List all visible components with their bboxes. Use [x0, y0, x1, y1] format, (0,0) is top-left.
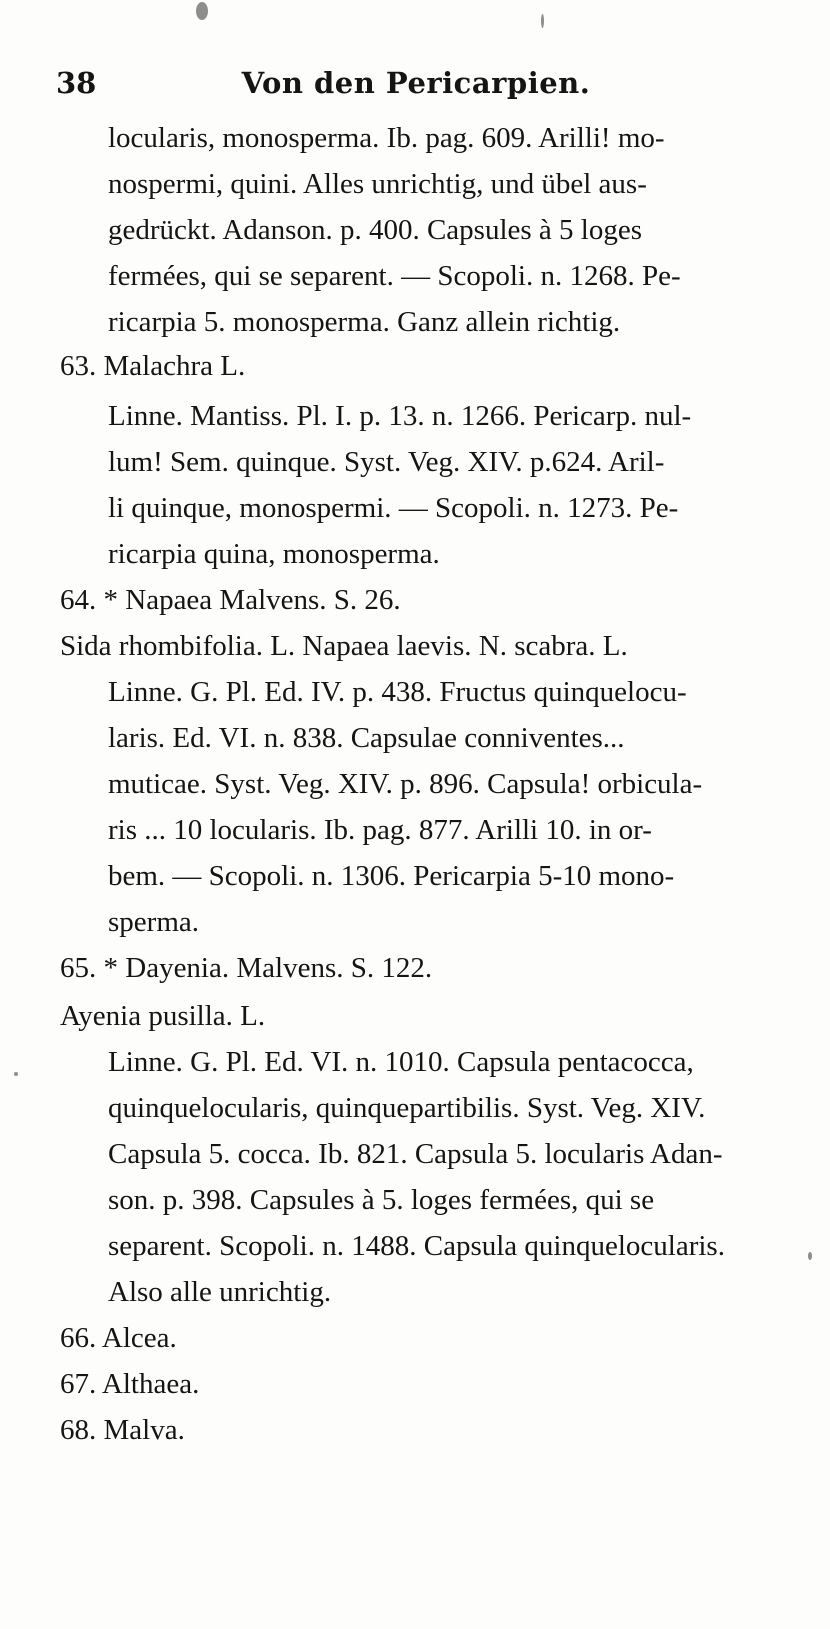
text-line: sperma. [108, 906, 199, 938]
running-title: Von den Pericarpien. [241, 66, 591, 100]
text-line: gedrückt. Adanson. p. 400. Capsules à 5 loges [108, 214, 643, 246]
text-line: Capsula 5. cocca. Ib. 821. Capsula 5. locularis Adan- [108, 1138, 723, 1170]
page-header [56, 66, 776, 110]
text-line: Also alle unrichtig. [108, 1276, 332, 1308]
ink-speck [196, 2, 208, 20]
entry-heading: 67. Althaea. [60, 1368, 200, 1400]
entry-heading: 66. Alcea. [60, 1322, 177, 1354]
text-line: separent. Scopoli. n. 1488. Capsula quinquelocularis. [108, 1230, 725, 1262]
entry-heading: 63. Malachra L. [60, 350, 246, 382]
page-number: 38 [56, 66, 97, 100]
entry-heading: 65. * Dayenia. Malvens. S. 122. [60, 952, 433, 984]
text-line: ris ... 10 locularis. Ib. pag. 877. Arilli 10. in or- [108, 814, 652, 846]
text-line: Linne. G. Pl. Ed. IV. p. 438. Fructus quinquelocu- [108, 676, 687, 708]
ink-speck [541, 14, 544, 28]
ink-speck [14, 1072, 18, 1076]
text-line: Linne. Mantiss. Pl. I. p. 13. n. 1266. Pericarp. nul- [108, 400, 692, 432]
text-line: ricarpia 5. monosperma. Ganz allein richtig. [108, 306, 621, 338]
entry-heading: 64. * Napaea Malvens. S. 26. [60, 584, 401, 616]
entry-heading: Sida rhombifolia. L. Napaea laevis. N. scabra. L. [60, 630, 628, 662]
text-line: ricarpia quina, monosperma. [108, 538, 440, 570]
text-line: son. p. 398. Capsules à 5. loges fermées, qui se [108, 1184, 655, 1216]
entry-heading: Ayenia pusilla. L. [60, 1000, 266, 1032]
ink-speck [808, 1252, 812, 1260]
text-line: li quinque, monospermi. — Scopoli. n. 1273. Pe- [108, 492, 679, 524]
text-line: nospermi, quini. Alles unrichtig, und übel aus- [108, 168, 647, 200]
text-line: bem. — Scopoli. n. 1306. Pericarpia 5-10 mono- [108, 860, 675, 892]
text-line: laris. Ed. VI. n. 838. Capsulae conniventes... [108, 722, 625, 754]
entry-heading: 68. Malva. [60, 1414, 185, 1446]
text-line: fermées, qui se separent. — Scopoli. n. 1268. Pe- [108, 260, 681, 292]
text-line: lum! Sem. quinque. Syst. Veg. XIV. p.624. Aril- [108, 446, 665, 478]
text-line: muticae. Syst. Veg. XIV. p. 896. Capsula! orbicula- [108, 768, 703, 800]
text-line: Linne. G. Pl. Ed. VI. n. 1010. Capsula pentacocca, [108, 1046, 694, 1078]
text-line: quinquelocularis, quinquepartibilis. Syst. Veg. XIV. [108, 1092, 706, 1124]
text-line: locularis, monosperma. Ib. pag. 609. Arilli! mo- [108, 122, 665, 154]
